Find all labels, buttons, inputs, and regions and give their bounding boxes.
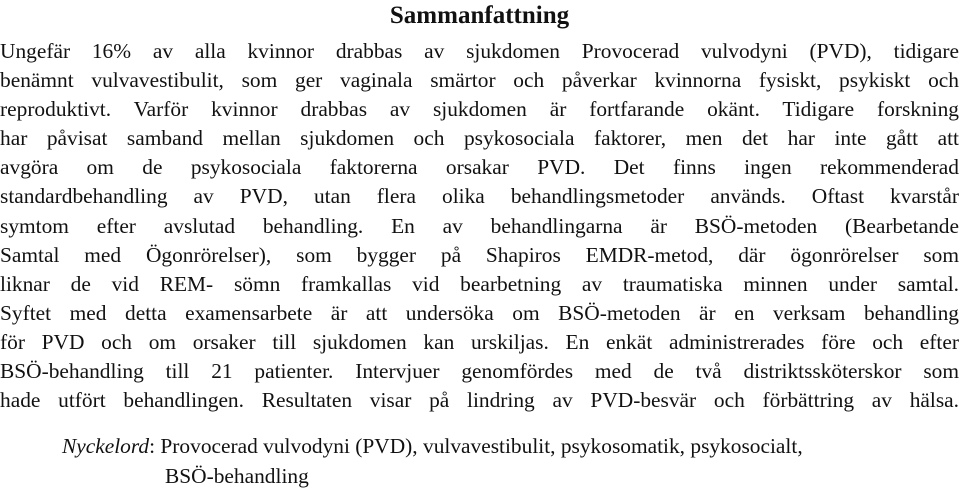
keywords-line-2: BSÖ-behandling (165, 463, 309, 488)
abstract-line: Samtal med Ögonrörelser), som bygger på Shapiros EMDR-metod, där ögonrörelser som (0, 242, 959, 267)
abstract-line: för PVD och om orsaker till sjukdomen kan urskiljas. En enkät administrerades före och efter (0, 329, 959, 354)
abstract-line: benämnt vulvavestibulit, som ger vaginala smärtor och påverkar kvinnorna fysiskt, psykiskt och (0, 68, 959, 93)
abstract-body (0, 37, 959, 415)
keywords-text: Provocerad vulvodyni (PVD), vulvavestibulit, psykosomatik, psykosocialt, (155, 434, 803, 458)
abstract-line: BSÖ-behandling till 21 patienter. Intervjuer genomfördes med de två distriktssköterskor som (0, 359, 959, 384)
keywords-line-1 (62, 432, 942, 462)
abstract-line: standardbehandling av PVD, utan flera olika behandlingsmetoder används. Oftast kvarstår (0, 184, 959, 209)
abstract-line: hade utfört behandlingen. Resultaten visar på lindring av PVD-besvär och förbättring av hälsa. (0, 388, 959, 413)
abstract-line: liknar de vid REM- sömn framkallas vid bearbetning av traumatiska minnen under samtal. (0, 271, 959, 296)
abstract-line: reproduktivt. Varför kvinnor drabbas av sjukdomen är fortfarande okänt. Tidigare forskning (0, 97, 959, 122)
keywords-label: Nyckelord (62, 434, 150, 458)
abstract-line: har påvisat samband mellan sjukdomen och psykosociala faktorer, men det har inte gått att (0, 126, 959, 151)
abstract-line: avgöra om de psykosociala faktorerna orsakar PVD. Det finns ingen rekommenderad (0, 155, 959, 180)
abstract-line: Ungefär 16% av alla kvinnor drabbas av sjukdomen Provocerad vulvodyni (PVD), tidigare (0, 39, 959, 63)
keywords-separator: : (149, 434, 156, 458)
abstract-line: symtom efter avslutad behandling. En av behandlingarna är BSÖ-metoden (Bearbetande (0, 213, 959, 238)
keywords-block (62, 432, 942, 491)
abstract-line: Syftet med detta examensarbete är att undersöka om BSÖ-metoden är en verksam behandling (0, 300, 959, 325)
page-title: Sammanfattning (389, 2, 570, 29)
